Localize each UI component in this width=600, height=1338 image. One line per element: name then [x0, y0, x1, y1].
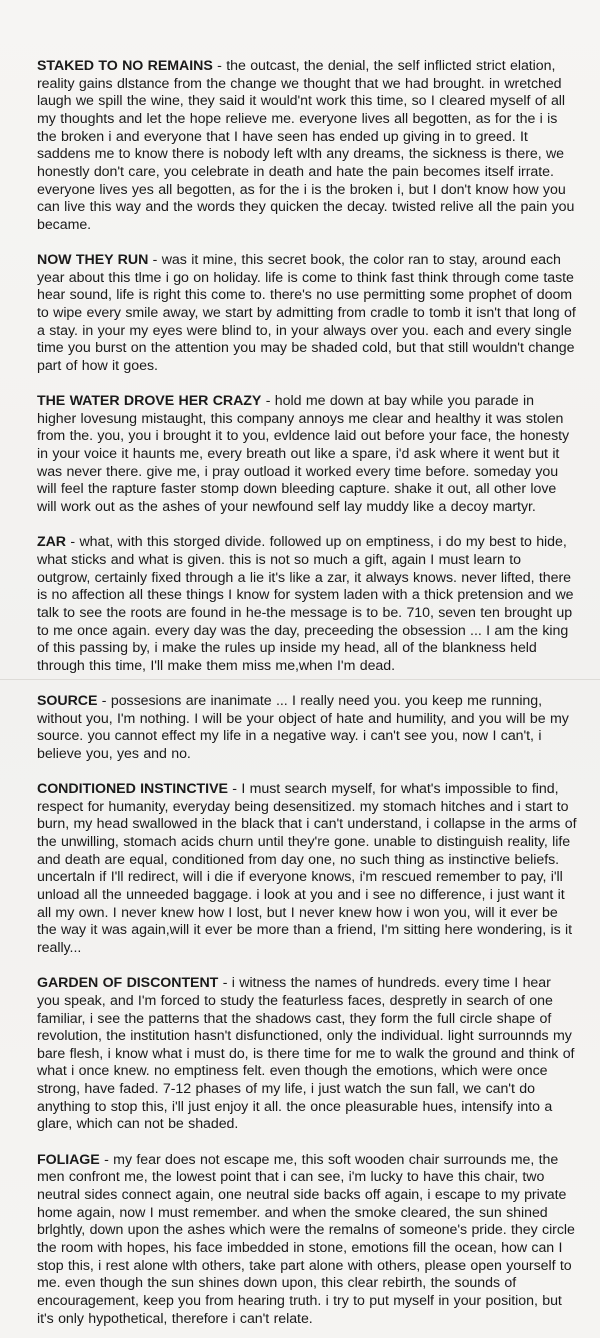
song-lyrics: - the outcast, the denial, the self inflicted strict elation, reality gains dlstance from the change we thought that we had brought. in wretched laugh we spill the wine, they said it would'nt work this time, so I cleared myself of all my thoughts and let the hope relieve me. everyone lives all begotten, as for the i is the broken i and everyone that I have seen has ended up giving in to greed. It saddens me to know there is nobody left wlth any dreams, the sickness is there, we honestly don't care, you celebrate in death and hate the pain becomes itself irrate. everyone lives yes all begotten, as for the i is the broken i, but I don't know how you can live this way and the words they quicken the decay. twisted relive all the pain you became.	[37, 58, 575, 233]
song-title: SOURCE	[37, 693, 98, 709]
song-title: ZAR	[37, 534, 67, 551]
song-lyrics: - what, with this storged divide. followed up on emptiness, i do my best to hide, what sticks and what is given. this is not so much a gift, again I must learn to outgrow, certainly fixed through a lie it's like a zar, it always knows. never lifted, there is no affection all these things I know for system laden with a thick pretension and we talk to see the roots are found in he-the message is to be. 710, seven ten brought up to me once again. every day was the day, preceeding the obsession ... I am the king of this passing by, i make the rules up inside my head, all of the blankness held through this time, I'll make them miss me,when I'm dead.	[37, 534, 574, 674]
song-title: FOLIAGE	[37, 1151, 100, 1168]
song-lyrics: - i witness the names of hundreds. every time I hear you speak, and I'm forced to study the featurless faces, despretly in search of one familiar, i see the patterns that the shadows cast, they form the full circle shape of revolution, the institution hasn't disfunctioned, only the individual. light surrounnds my bare flesh, i know what i must do, is there time for me to walk the ground and think of what i once knew. no emptiness felt. even though the emotions, which were once strong, have faded. 7-12 phases of my life, i just watch the sun fall, we can't do anything to stop this, i'll just enjoy it all. the once pleasurable hues, intensify into a glare, which can not be shaded.	[37, 975, 575, 1133]
song-lyrics: - hold me down at bay while you parade in higher lovesung mistaught, this company annoys me clear and healthy it was stolen from the. you, you i brought it to you, evldence laid out before your face, the honesty in your voice it haunts me, every breath out like a spare, i'd ask where it went but it was never there. give me, i pray outload it worked every time before. someday you will feel the rapture faster stomp down bleeding capture. shake it out, all other love will work out as the ashes of your newfound self lay muddy like a decoy martyr.	[37, 393, 570, 516]
song-garden-of-discontent	[37, 975, 577, 1134]
song-title: CONDITIONED INSTINCTIVE	[37, 781, 228, 798]
song-the-water-drove-her-crazy	[37, 393, 577, 517]
song-title: STAKED TO NO REMAINS	[37, 58, 213, 74]
song-source	[37, 693, 577, 764]
song-title: NOW THEY RUN	[37, 252, 149, 269]
song-conditioned-instinctive	[37, 781, 577, 958]
song-lyrics: - was it mine, this secret book, the color ran to stay, around each year about this tlme i go on holiday. life is come to think fast think through come taste hear sound, life is right this come to. there's no use permitting some prophet of doom to wipe every smile away, we start by admitting from cradle to tomb it isn't that long of a stay. in your my eyes were blind to, in your always over you. each and every single time you burst on the attention you may be shaded cold, but that still wouldn't change part of how it goes.	[37, 252, 576, 374]
lyrics-column	[37, 58, 577, 1328]
song-lyrics: - my fear does not escape me, this soft wooden chair surrounds me, the men confront me, the lowest point that i can see, i'm lucky to have this chair, two neutral sides connect again, one neutral side backs off again, i escape to my private home again, now I must remember. and when the smoke cleared, the sun shined brlghtly, down upon the ashes which were the remalns of someone's pride. they circle the room with hopes, his face imbedded in stone, emotions fill the ocean, how can I stop this, i rest alone wlth others, take part alone with others, please open yourself to me. even though the sun shines down upon, this clear rebirth, the sounds of encouragement, keep you from hearing truth. i try to put myself in your position, but it's only hypothetical, therefore i can't relate.	[37, 1151, 575, 1327]
song-now-they-run	[37, 252, 577, 376]
song-foliage	[37, 1152, 577, 1329]
song-zar	[37, 534, 577, 675]
song-title: THE WATER DROVE HER CRAZY	[37, 393, 262, 410]
song-staked-to-no-remains	[37, 58, 577, 235]
song-title: GARDEN OF DISCONTENT	[37, 975, 219, 992]
song-lyrics: - I must search myself, for what's impossible to find, respect for humanity, everyday being desensitized. my stomach hitches and i start to burn, my head swallowed in the black that i can't understand, i collapse in the arms of the unwilling, stomach acids churn until they're gone. unable to distinguish reality, life and death are equal, conditioned from day one, no such thing as instinctive beliefs. uncertaln if I'll redirect, will i die if everyone knows, i'm rescued remember to pay, i'll unload all the unneeded baggage. i look at you and i see no difference, i just want it all my own. I never knew how I lost, but I never knew how i won you, will it ever be the way it was again,will it ever be more than a friend, I'm sitting here wondering, is it really...	[37, 781, 577, 957]
song-lyrics: - possesions are inanimate ... I really need you. you keep me running, without you, I'm nothing. I will be your object of hate and humility, and you will be my source. you cannot effect my life in a negative way. i can't see you, now I can't, i believe you, yes and no.	[37, 693, 569, 762]
